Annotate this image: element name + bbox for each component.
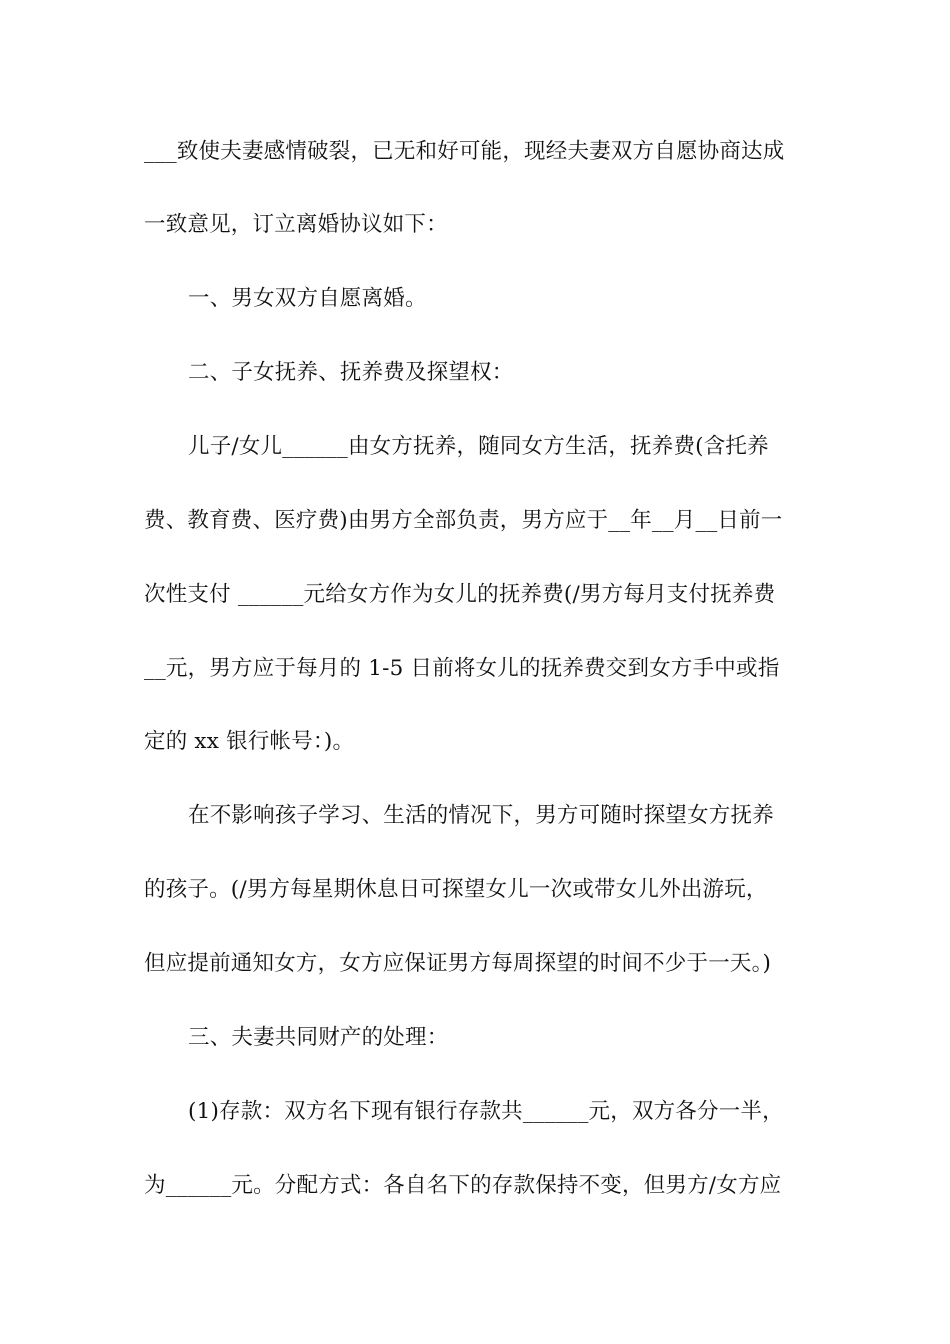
clause-heading: 二、子女抚养、抚养费及探望权： xyxy=(188,360,514,385)
text-line: 一致意见，订立离婚协议如下： xyxy=(144,212,448,237)
text-line: 但应提前通知女方，女方应保证男方每周探望的时间不少于一天。) xyxy=(144,951,772,976)
clause-heading: 三、夫妻共同财产的处理： xyxy=(188,1025,449,1050)
text-line: 的孩子。(/男方每星期休息日可探望女儿一次或带女儿外出游玩， xyxy=(144,877,768,902)
text-line: 儿子/女儿______由女方抚养，随同女方生活，抚养费(含托养 xyxy=(188,434,769,459)
text-line: 为______元。分配方式：各自名下的存款保持不变，但男方/女方应 xyxy=(144,1173,782,1198)
text-line: 定的 xx 银行帐号：)。 xyxy=(144,729,355,754)
text-line: (1)存款：双方名下现有银行存款共______元，双方各分一半， xyxy=(188,1099,784,1124)
text-line: 在不影响孩子学习、生活的情况下，男方可随时探望女方抚养 xyxy=(188,803,774,828)
text-line: 费、教育费、医疗费)由男方全部负责，男方应于__年__月__日前一 xyxy=(144,508,783,533)
text-line: 次性支付 ______元给女方作为女儿的抚养费(/男方每月支付抚养费 xyxy=(144,582,776,607)
clause-heading: 一、男女双方自愿离婚。 xyxy=(188,286,427,311)
text-line: __元，男方应于每月的 1-5 日前将女儿的抚养费交到女方手中或指 xyxy=(144,656,780,681)
text-line: ___致使夫妻感情破裂，已无和好可能，现经夫妻双方自愿协商达成 xyxy=(144,139,785,164)
